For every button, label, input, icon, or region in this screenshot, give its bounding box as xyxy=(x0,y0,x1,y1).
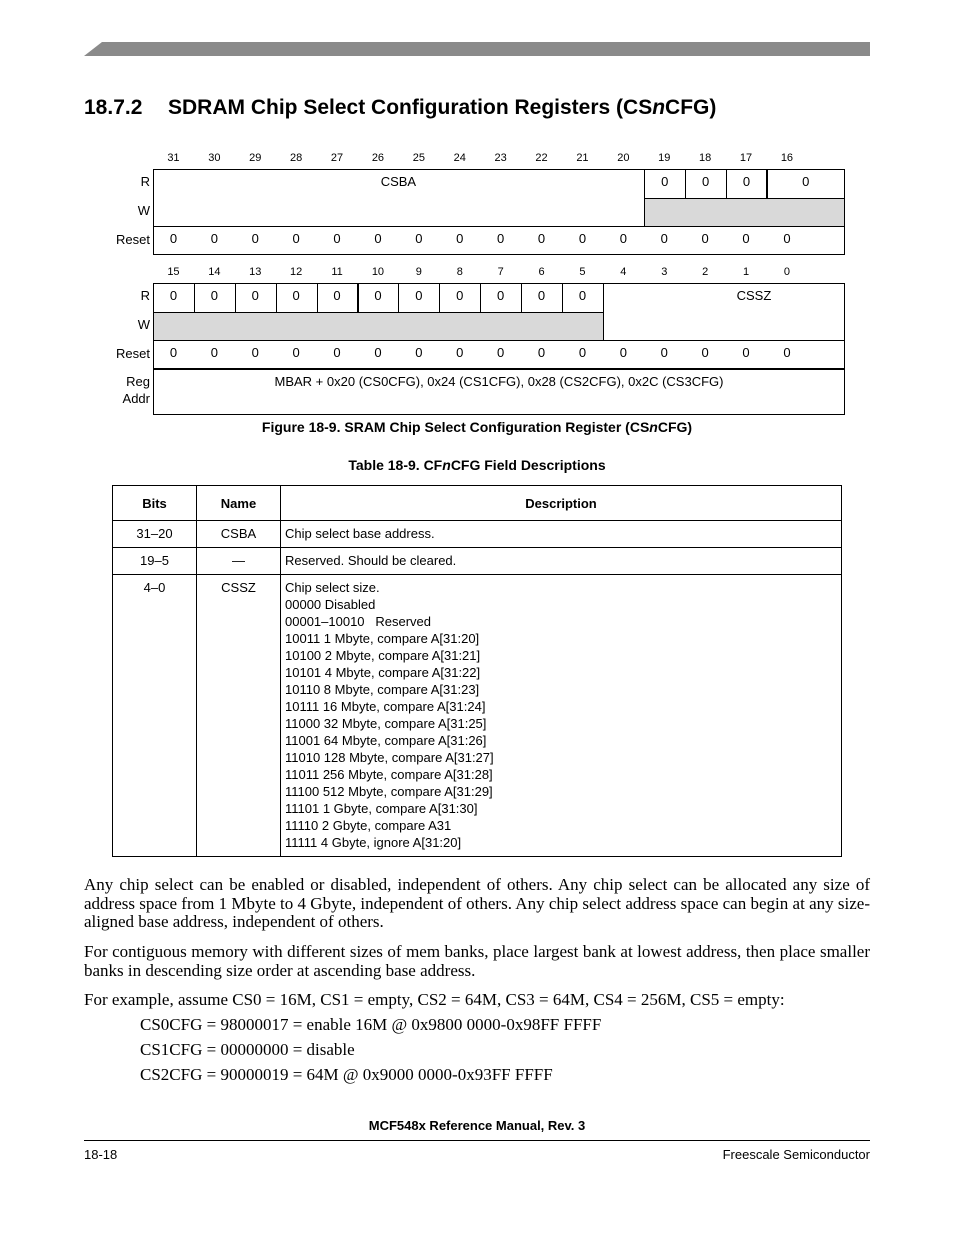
code-line-1: CS0CFG = 98000017 = enable 16M @ 0x9800 0000-0x98FF FFFF xyxy=(140,1015,602,1034)
lower-bit-number: 7 xyxy=(497,266,504,278)
section-heading xyxy=(84,96,716,120)
description-line: Chip select size. xyxy=(285,580,380,595)
upper-reset-value: 0 xyxy=(619,231,627,246)
description-line: 10111 16 Mbyte, compare A[31:24] xyxy=(285,699,486,714)
lower-read-value: 0 xyxy=(497,288,505,303)
description-line: Chip select base address. xyxy=(285,526,435,541)
upper-bit-number: 30 xyxy=(208,152,221,164)
header-bar xyxy=(84,42,870,56)
table-caption-italic: n xyxy=(442,457,451,473)
cell-name: CSSZ xyxy=(197,575,281,857)
lower-bit-number: 0 xyxy=(783,266,790,278)
lower-reset-value: 0 xyxy=(251,345,259,360)
upper-bit-number: 17 xyxy=(739,152,753,164)
description-line: 11111 4 Gbyte, ignore A[31:20] xyxy=(285,835,462,850)
paragraph-1: Any chip select can be enabled or disabled, independent of others. Any chip select can be allocated any size of address space from 1 Mbyte to 4 Gbyte, independent of others. Any chip select address space can begin at any size-aligned base address, independent of others. xyxy=(84,875,870,931)
upper-bit-number: 22 xyxy=(535,152,548,164)
lower-reset-value: 0 xyxy=(701,345,709,360)
section-title-post: CFG) xyxy=(665,96,717,119)
lower-bit-number: 3 xyxy=(661,266,668,278)
lower-read-value: 0 xyxy=(456,288,464,303)
lower-bit-number: 15 xyxy=(167,266,180,278)
header-description: Description xyxy=(281,486,842,521)
upper-bit-number: 20 xyxy=(617,152,630,164)
lower-reset-value: 0 xyxy=(537,345,546,360)
lower-reset-value: 0 xyxy=(742,345,750,360)
upper-bit-number: 19 xyxy=(658,152,671,164)
lower-bit-number: 5 xyxy=(579,266,586,278)
lower-reset-value: 0 xyxy=(456,345,464,360)
upper-read-value: 0 xyxy=(702,174,710,189)
cell-bits: 19–5 xyxy=(113,548,197,575)
upper-reset-value: 0 xyxy=(374,231,382,246)
table-caption xyxy=(0,457,954,473)
code-line-3: CS2CFG = 90000019 = 64M @ 0x9000 0000-0x93FF FFFF xyxy=(140,1065,553,1084)
upper-bit-number: 21 xyxy=(576,152,589,164)
cell-bits: 31–20 xyxy=(113,521,197,548)
cell-bits: 4–0 xyxy=(113,575,197,857)
register-address: MBAR + 0x20 (CS0CFG), 0x24 (CS1CFG), 0x28 (CS2CFG), 0x2C (CS3CFG) xyxy=(274,374,724,389)
lower-read-value: 0 xyxy=(251,288,259,303)
paragraph-3: For example, assume CS0 = 16M, CS1 = empty, CS2 = 64M, CS3 = 64M, CS4 = 256M, CS5 = empty: xyxy=(84,990,785,1009)
header-bits: Bits xyxy=(113,486,197,521)
field-descriptions-table xyxy=(112,485,842,857)
upper-bit-number: 26 xyxy=(371,152,385,164)
lower-reset-value: 0 xyxy=(292,345,300,360)
lower-write-reserved xyxy=(153,312,604,341)
upper-bit-number: 18 xyxy=(699,152,712,164)
lower-read-value: 0 xyxy=(578,288,587,303)
description-line: 10110 8 Mbyte, compare A[31:23] xyxy=(285,682,480,697)
upper-bit-number: 23 xyxy=(494,152,507,164)
upper-bit-number: 25 xyxy=(412,152,425,164)
description-line: 00000 Disabled xyxy=(285,597,376,612)
lower-read-value: 0 xyxy=(374,288,382,303)
figure-caption-pre: Figure 18-9. SRAM Chip Select Configuration Register (CS xyxy=(261,419,650,435)
description-line: 11000 32 Mbyte, compare A[31:25] xyxy=(285,716,487,731)
description-line: 10011 1 Mbyte, compare A[31:20] xyxy=(285,631,480,646)
upper-bit-number: 28 xyxy=(290,152,303,164)
upper-read-value: 0 xyxy=(661,174,669,189)
description-line: 11100 512 Mbyte, compare A[31:29] xyxy=(285,784,493,799)
upper-reset-value: 0 xyxy=(537,231,546,246)
description-line: 11001 64 Mbyte, compare A[31:26] xyxy=(285,733,487,748)
lower-bit-number: 1 xyxy=(742,266,750,278)
lower-bit-number: 10 xyxy=(371,266,385,278)
upper-reset-value: 0 xyxy=(292,231,300,246)
figure-caption-italic: n xyxy=(649,419,658,435)
description-line: 11101 1 Gbyte, compare A[31:30] xyxy=(285,801,478,816)
lower-reset-value: 0 xyxy=(783,345,791,360)
table-row xyxy=(113,521,842,548)
lower-bit-number: 9 xyxy=(415,266,422,278)
upper-reset-value: 0 xyxy=(783,231,791,246)
code-line-2: CS1CFG = 00000000 = disable xyxy=(140,1040,355,1059)
upper-reset-value: 0 xyxy=(701,231,709,246)
row-label-reset: Reset xyxy=(116,346,150,361)
description-line: 11110 2 Gbyte, compare A31 xyxy=(285,818,452,833)
upper-reset-value: 0 xyxy=(169,231,178,246)
upper-reset-value: 0 xyxy=(742,231,750,246)
csba-field-label: CSBA xyxy=(380,174,417,189)
section-title-italic: n xyxy=(652,96,666,119)
row-label-r: R xyxy=(140,174,150,189)
lower-reset-value: 0 xyxy=(210,345,218,360)
upper-bit-number: 16 xyxy=(780,152,794,164)
lower-bit-number: 12 xyxy=(290,266,303,278)
lower-read-value: 0 xyxy=(292,288,300,303)
lower-reset-value: 0 xyxy=(169,345,178,360)
lower-bit-number: 8 xyxy=(456,266,463,278)
lower-bit-number: 4 xyxy=(620,266,627,278)
row-label-w: W xyxy=(137,203,150,218)
figure-caption-post: CFG) xyxy=(657,419,693,435)
table-header-row xyxy=(113,486,842,521)
row-label-w: W xyxy=(137,317,150,332)
table-row xyxy=(113,548,842,575)
upper-reset-value: 0 xyxy=(415,231,423,246)
description-line: 11011 256 Mbyte, compare A[31:28] xyxy=(285,767,493,782)
lower-bit-number: 6 xyxy=(538,266,545,278)
description-line: 10100 2 Mbyte, compare A[31:21] xyxy=(285,648,481,663)
upper-write-reserved xyxy=(644,198,845,227)
lower-read-value: 0 xyxy=(537,288,546,303)
description-line: 10101 4 Mbyte, compare A[31:22] xyxy=(285,665,481,680)
lower-read-value: 0 xyxy=(333,288,341,303)
upper-bit-number: 24 xyxy=(453,152,466,164)
table-body xyxy=(113,521,842,857)
footer-title: MCF548x Reference Manual, Rev. 3 xyxy=(368,1118,586,1133)
row-label-reg: Reg xyxy=(126,374,150,389)
figure-caption xyxy=(0,419,954,435)
lower-reset-value: 0 xyxy=(333,345,341,360)
lower-reset-value: 0 xyxy=(660,345,668,360)
description-line: Reserved. Should be cleared. xyxy=(285,553,457,568)
page-number: 18-18 xyxy=(84,1147,118,1162)
upper-reset-value: 0 xyxy=(578,231,587,246)
upper-reset-value: 0 xyxy=(333,231,341,246)
description-line: 11010 128 Mbyte, compare A[31:27] xyxy=(285,750,494,765)
lower-bit-number: 14 xyxy=(208,266,221,278)
table-caption-pre: Table 18-9. CF xyxy=(348,457,443,473)
upper-read-value: 0 xyxy=(742,174,751,189)
upper-reset-value: 0 xyxy=(497,231,505,246)
footer-divider xyxy=(84,1140,870,1141)
row-label-r: R xyxy=(140,288,150,303)
row-label-reset: Reset xyxy=(116,232,150,247)
lower-reset-value: 0 xyxy=(497,345,505,360)
cell-description xyxy=(281,521,842,548)
upper-reset-value: 0 xyxy=(456,231,464,246)
lower-bit-number: 13 xyxy=(249,266,262,278)
lower-reset-value: 0 xyxy=(578,345,587,360)
lower-read-value: 0 xyxy=(415,288,423,303)
section-title-pre: SDRAM Chip Select Configuration Registers (CS xyxy=(168,96,653,119)
lower-read-value: 0 xyxy=(169,288,178,303)
upper-read-value: 0 xyxy=(802,174,810,189)
section-number: 18.7.2 xyxy=(84,96,143,119)
header-name: Name xyxy=(197,486,281,521)
cell-name: CSBA xyxy=(197,521,281,548)
lower-bit-number: 11 xyxy=(331,266,343,278)
cell-description xyxy=(281,548,842,575)
lower-reset-value: 0 xyxy=(619,345,627,360)
upper-reset-value: 0 xyxy=(660,231,668,246)
cell-description xyxy=(281,575,842,857)
table-row xyxy=(113,575,842,857)
lower-bit-number: 2 xyxy=(702,266,709,278)
footer-company: Freescale Semiconductor xyxy=(722,1147,870,1162)
row-label-addr: Addr xyxy=(122,391,150,406)
upper-bit-number: 27 xyxy=(330,152,344,164)
paragraph-2: For contiguous memory with different sizes of mem banks, place largest bank at lowest address, then place smaller banks in descending size order at ascending base address. xyxy=(84,942,870,980)
table-caption-post: CFG Field Descriptions xyxy=(450,457,606,473)
lower-reset-value: 0 xyxy=(374,345,382,360)
cell-name: — xyxy=(197,548,281,575)
upper-bit-number: 31 xyxy=(167,152,180,164)
upper-bit-number: 29 xyxy=(249,152,262,164)
description-line: 00001–10010 Reserved xyxy=(285,614,432,629)
lower-read-value: 0 xyxy=(210,288,218,303)
upper-reset-value: 0 xyxy=(251,231,259,246)
cssz-field-label: CSSZ xyxy=(736,288,772,303)
upper-reset-value: 0 xyxy=(210,231,218,246)
lower-reset-value: 0 xyxy=(415,345,423,360)
